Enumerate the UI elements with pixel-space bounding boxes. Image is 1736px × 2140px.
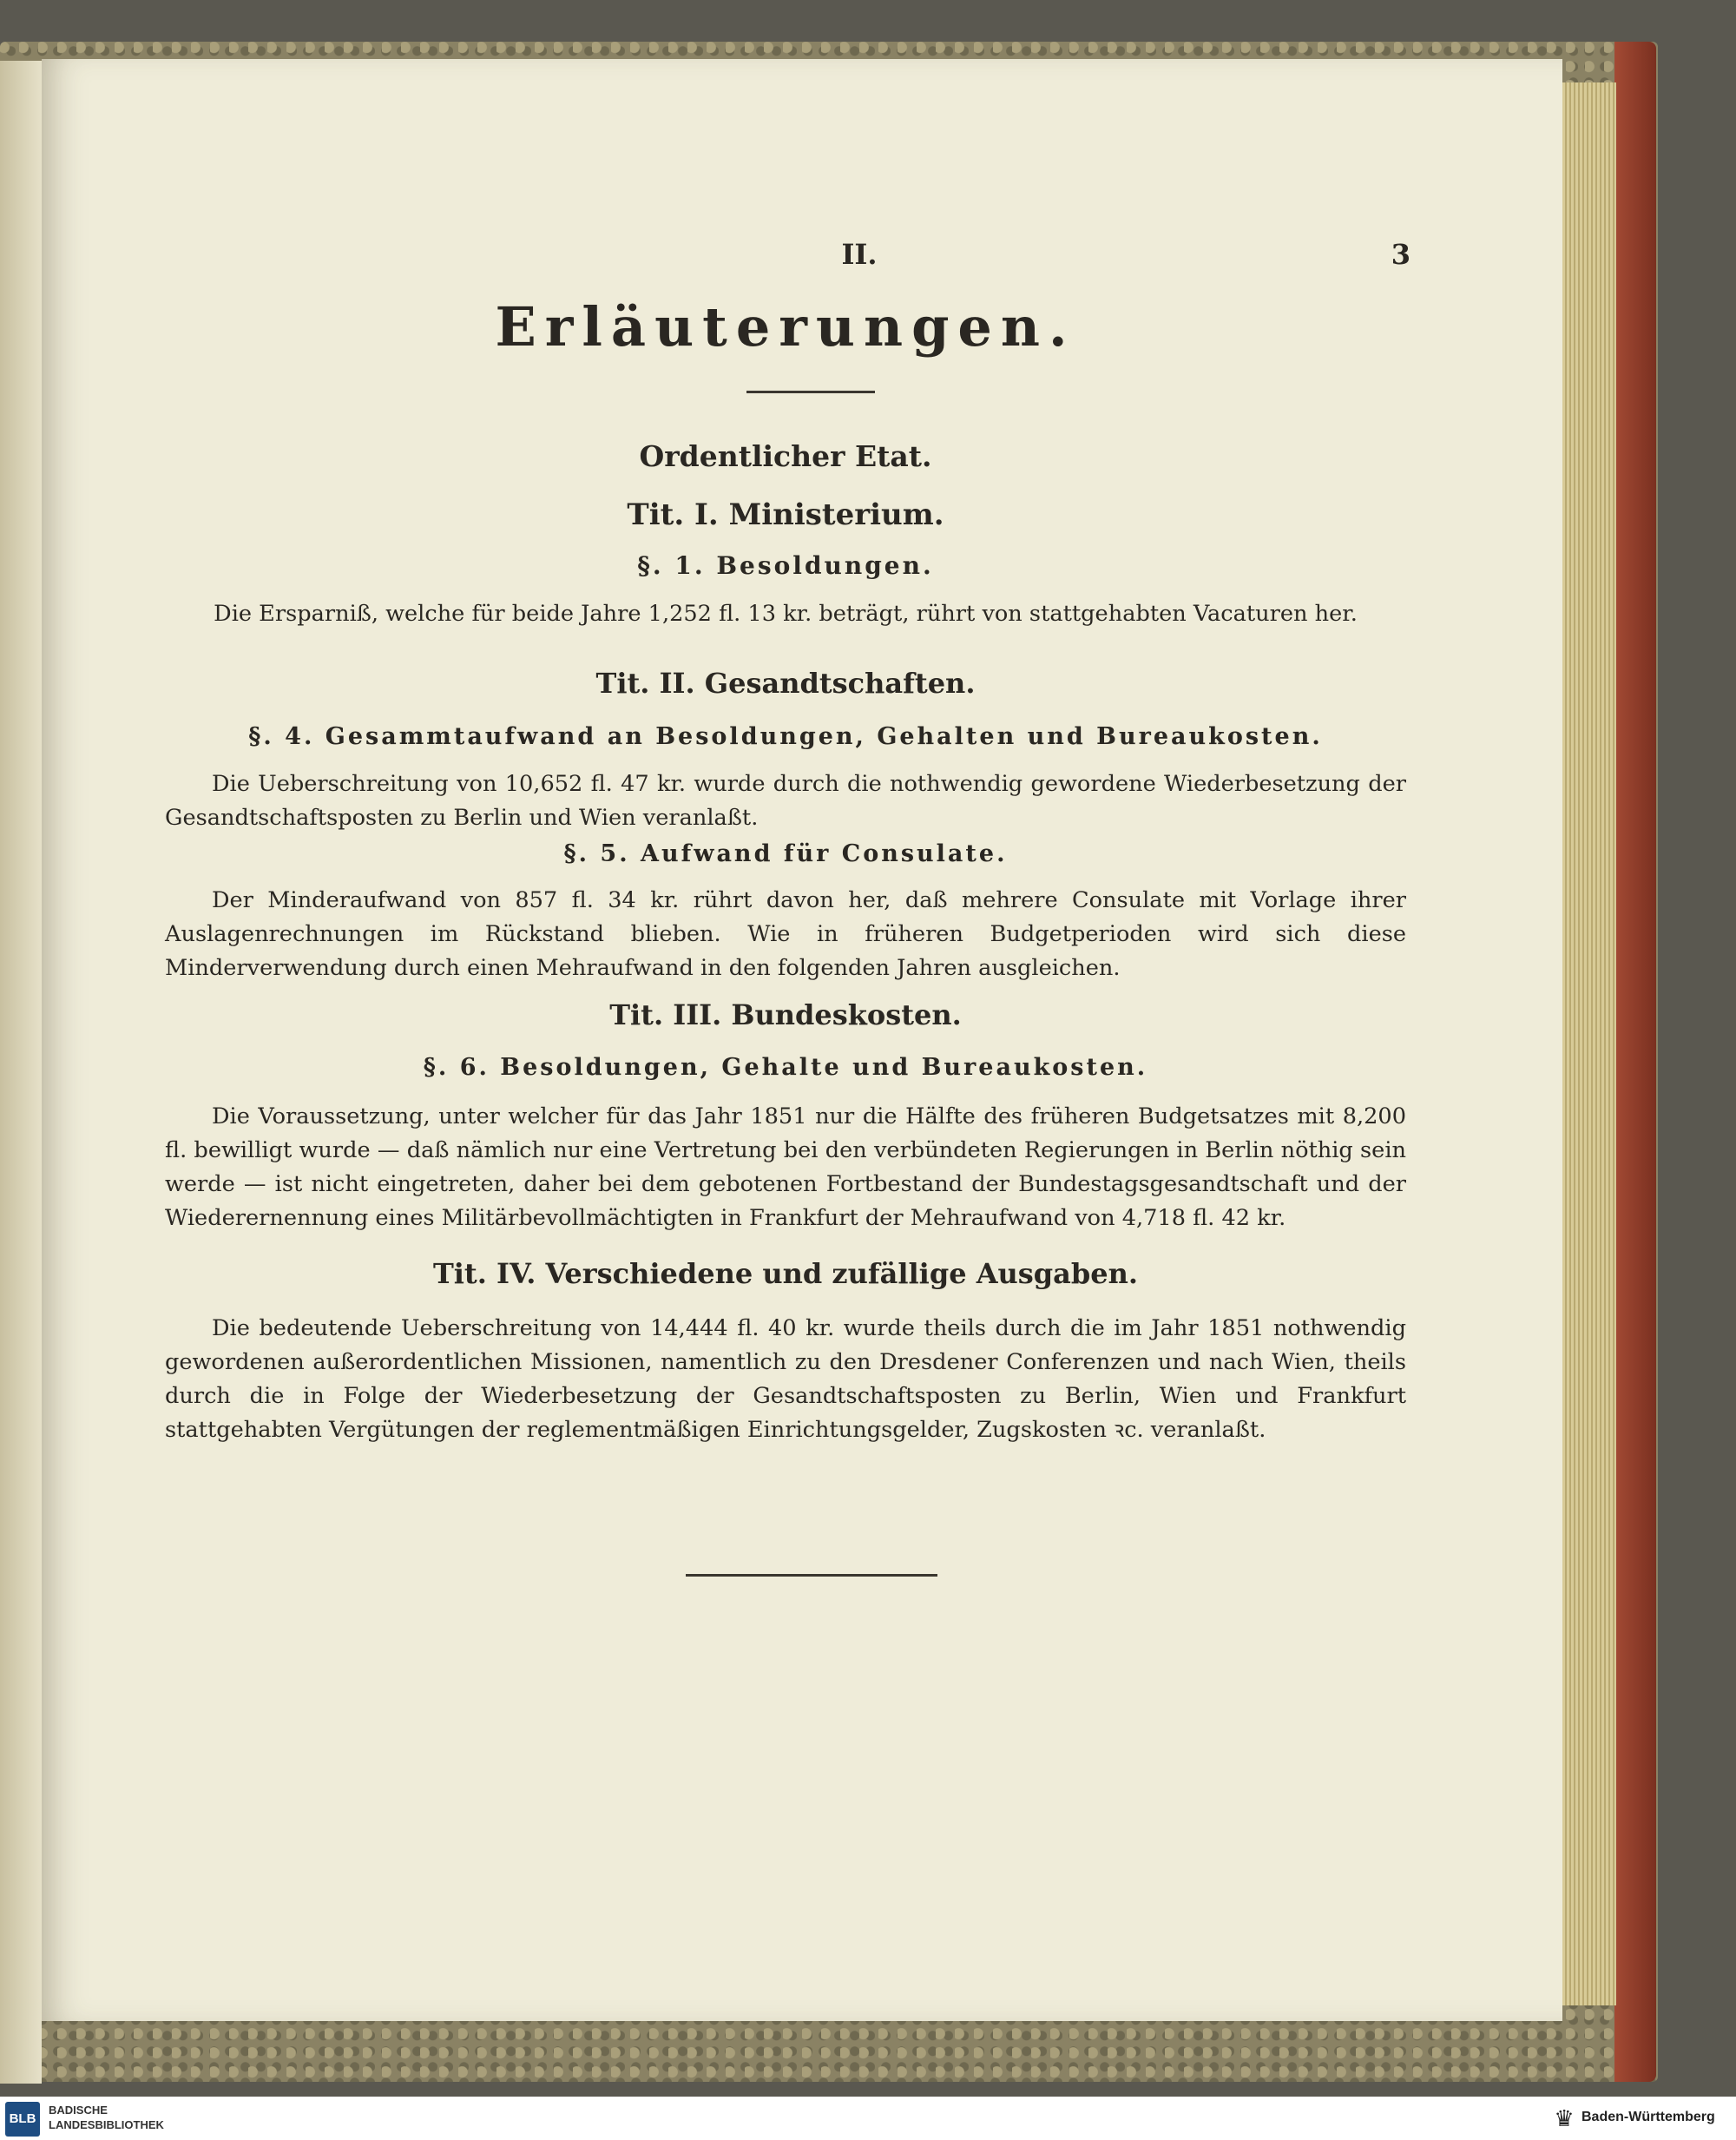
paragraph-title-6: §. 6. Besoldungen, Gehalte und Bureaukosten. [423, 1054, 1148, 1081]
subtitle: Ordentlicher Etat. [639, 439, 932, 473]
blb-logo[interactable]: BLB [5, 2102, 40, 2137]
page-title: Erläuterungen. [495, 295, 1076, 359]
paragraph-title-4: §. 4. Gesammtaufwand an Besoldungen, Gehalten und Bureaukosten. [248, 723, 1323, 750]
paragraph-text-4: Die Ueberschreitung von 10,652 fl. 47 kr. wurde durch die nothwendig gewordene Wiederbesetzung der Gesandtschaftsposten zu Berlin und Wien veranlaßt. [165, 771, 1406, 831]
paragraph-text-6: Die Voraussetzung, unter welcher für das Jahr 1851 nur die Hälfte des früheren Budgetsatzes mit 8,200 fl. bewilligt wurde — daß nämlich nur eine Vertretung bei den verbündeten Regierungen in Berlin nöthig sein werde — ist nicht eingetreten, daher bei dem gebotenen Fortbestand der Bundestagsgesandtschaft und der Wiederernennung eines Militärbevollmächtigten in Frankfurt der Mehraufwand von 4,718 fl. 42 kr. [165, 1103, 1406, 1231]
paragraph-text-1: Die Ersparniß, welche für beide Jahre 1,252 fl. 13 kr. beträgt, rührt von stattgehabten Vacaturen her. [214, 601, 1358, 627]
page-edges [1562, 82, 1616, 2005]
baden-wuerttemberg-crest-icon[interactable]: ♛ [1554, 2105, 1575, 2131]
section-numeral: II. [841, 238, 878, 271]
paragraph-text-5: Der Minderaufwand von 857 fl. 34 kr. rührt davon her, daß mehrere Consulate mit Vorlage ihrer Auslagenrechnungen im Rückstand blieben. Wie in früheren Budgetperioden wird sich diese Minderverwendung durch einen Mehraufwand in den folgenden Jahren ausgleichen. [165, 887, 1406, 981]
book-spine-edge [1614, 42, 1656, 2082]
blb-name-line-2: LANDESBIBLIOTHEK [49, 2118, 164, 2131]
viewer-footer [0, 2097, 1736, 2140]
closing-divider [686, 1574, 937, 1577]
paragraph-title-1: §. 1. Besoldungen. [637, 551, 934, 580]
section-title-tit-1: Tit. I. Ministerium. [627, 497, 944, 532]
section-title-tit-2: Tit. II. Gesandtschaften. [595, 667, 976, 700]
section-title-tit-4: Tit. IV. Verschiedene und zufällige Ausgaben. [432, 1257, 1139, 1290]
paragraph-title-5: §. 5. Aufwand für Consulate. [563, 840, 1008, 867]
paragraph-text-tit-4: Die bedeutende Ueberschreitung von 14,444 fl. 40 kr. wurde theils durch die im Jahr 1851 nothwendig gewordenen außerordentlichen Missionen, namentlich zu den Dresdener Conferenzen und nach Wien, theils durch die in Folge der Wiederbesetzung der Gesandtschaftsposten zu Berlin, Wien und Frankfurt stattgehabten Vergütungen der reglementmäßigen Einrichtungsgelder, Zugskosten ꝛc. veranlaßt. [165, 1315, 1406, 1443]
baden-wuerttemberg-label[interactable]: Baden-Württemberg [1581, 2110, 1715, 2124]
page-number: 3 [1391, 238, 1410, 271]
section-title-tit-3: Tit. III. Bundeskosten. [609, 998, 962, 1031]
left-page-edge [0, 61, 42, 2084]
title-divider [746, 391, 875, 393]
blb-name-line-1: BADISCHE [49, 2104, 108, 2117]
book-page [42, 59, 1562, 2021]
blb-name[interactable] [49, 2103, 164, 2132]
